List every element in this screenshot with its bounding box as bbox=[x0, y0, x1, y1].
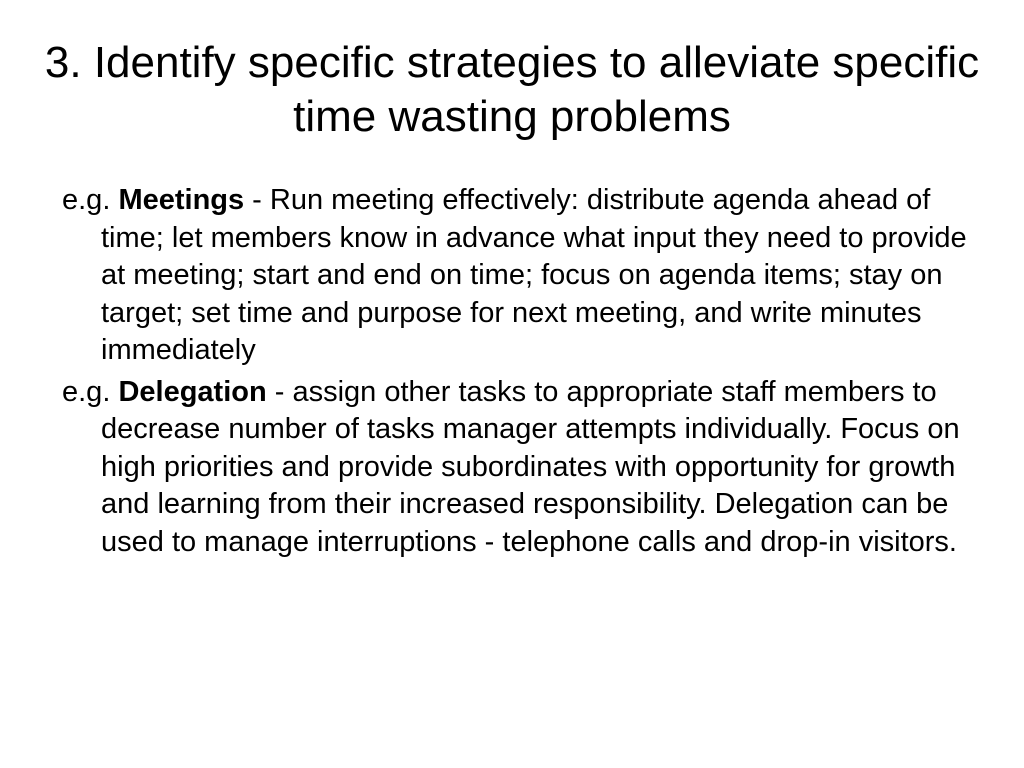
bullet-text: - Run meeting effectively: distribute agenda ahead of time; let members know in advance what input they need to provide at meeting; start and end on time; focus on agenda items; stay on target; set time and purpose for next meeting, and write minutes immediately bbox=[101, 184, 967, 366]
bullet-term: Delegation bbox=[118, 375, 267, 408]
bullet-prefix: e.g. bbox=[62, 375, 119, 408]
bullet-term: Meetings bbox=[118, 184, 245, 216]
slide-title bbox=[40, 36, 984, 144]
slide-title-text: Identify specific strategies to alleviate specific time wasting problems bbox=[93, 38, 980, 141]
slide-title-number: 3. bbox=[44, 38, 82, 87]
slide-body bbox=[62, 182, 972, 565]
bullet-text: - assign other tasks to appropriate staff members to decrease number of tasks manager attempts individually. Focus on high priorities and provide subordinates with opportunity for growth and learning from their increased responsibility. Delegation can be used to manage interruptions - telephone calls and drop-in visitors. bbox=[101, 375, 960, 558]
bullet-prefix: e.g. bbox=[62, 184, 119, 216]
bullet-meetings bbox=[62, 182, 972, 370]
bullet-delegation bbox=[62, 374, 972, 562]
